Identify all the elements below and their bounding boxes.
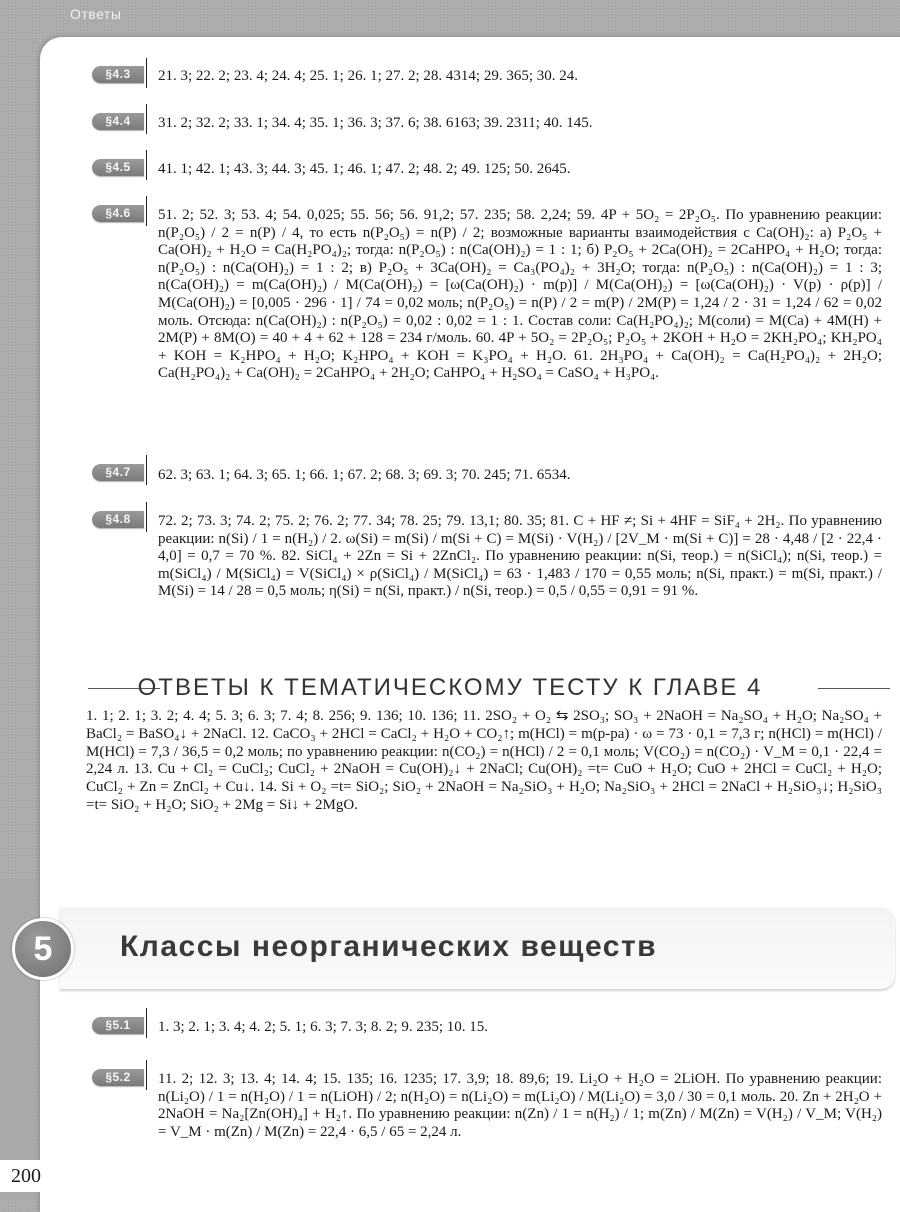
section-divider [146, 58, 147, 88]
section-badge-5-1: §5.1 [92, 1017, 144, 1034]
section-divider [146, 1008, 147, 1038]
section-divider [146, 150, 147, 180]
title-rule-right [818, 688, 890, 689]
section-badge-4-6: §4.6 [92, 205, 144, 222]
section-divider [146, 455, 147, 485]
running-head: Ответы [70, 6, 122, 22]
section-divider [146, 502, 147, 532]
section-divider [146, 1060, 147, 1090]
chapter-number-badge: 5 [12, 918, 74, 980]
section-text-5-1: 1. 3; 2. 1; 3. 4; 4. 2; 5. 1; 6. 3; 7. 3; 8. 2; 9. 235; 10. 15. [158, 1019, 489, 1035]
page-number: 200 [0, 1160, 52, 1192]
section-badge-5-2: §5.2 [92, 1069, 144, 1086]
section-text-4-4: 31. 2; 32. 2; 33. 1; 34. 4; 35. 1; 36. 3; 37. 6; 38. 6163; 39. 2311; 40. 145. [158, 115, 593, 131]
chapter-title: Классы неорганических веществ [120, 930, 658, 963]
section-text-4-5: 41. 1; 42. 1; 43. 3; 44. 3; 45. 1; 46. 1; 47. 2; 48. 2; 49. 125; 50. 2645. [158, 161, 571, 177]
section-divider [146, 104, 147, 134]
section-text-4-7: 62. 3; 63. 1; 64. 3; 65. 1; 66. 1; 67. 2; 68. 3; 69. 3; 70. 245; 71. 6534. [158, 467, 571, 483]
section-badge-4-3: §4.3 [92, 66, 144, 83]
section-text-4-3: 21. 3; 22. 2; 23. 4; 24. 4; 25. 1; 26. 1; 27. 2; 28. 4314; 29. 365; 30. 24. [158, 68, 579, 84]
section-text-4-8: 72. 2; 73. 3; 74. 2; 75. 2; 76. 2; 77. 34; 78. 25; 79. 13,1; 80. 35; 81. C + HF ≠; Si + 4HF = SiF₄ + 2H₂. По уравнению реакции: n(Si) / 1 = n(H₂) / 2. ω(Si) = m(Si) / m(Si + C) = M(Si) · V(H₂) / [2V_M · m(Si + C)] = 28 · 4,48 / [2 · 22,4 · 4,0] = 0,7 = 70 %. 82. SiCl₄ + 2Zn = Si + 2ZnCl₂. По уравнению реакции: n(Si, теор.) = n(SiCl₄); n(Si, теор.) = m(SiCl₄) / M(SiCl₄) = V(SiCl₄) × ρ(SiCl₄) / M(SiCl₄) = 63 · 1,483 / 170 = 0,55 моль; n(Si, практ.) = m(Si, практ.) / M(Si) = 14 / 28 = 0,5 моль; η(Si) = n(Si, практ.) / n(Si, теор.) = 0,5 / 0,55 = 0,91 = 91 %. [158, 513, 882, 600]
section-divider [146, 196, 147, 226]
test-answers-text: 1. 1; 2. 1; 3. 2; 4. 4; 5. 3; 6. 3; 7. 4; 8. 256; 9. 136; 10. 136; 11. 2SO₂ + O₂ ⇆ 2SO₃; SO₃ + 2NaOH = Na₂SO₄ + H₂O; Na₂SO₄ + BaCl₂ = BaSO₄↓ + 2NaCl. 12. CaCO₃ + 2HCl = CaCl₂ + H₂O + CO₂↑; m(HCl) = m(р-ра) · ω = 73 · 0,1 = 7,3 г; n(HCl) = m(HCl) / M(HCl) = 7,3 / 36,5 = 0,2 моль; по уравнению реакции: n(CO₂) = n(HCl) / 2 = 0,1 моль; V(CO₂) = n(CO₂) · V_M = 0,1 · 22,4 = 2,24 л. 13. Cu + Cl₂ = CuCl₂; CuCl₂ + 2NaOH = Cu(OH)₂↓ + 2NaCl; Cu(OH)₂ =t= CuO + H₂O; CuO + 2HCl = CuCl₂ + H₂O; CuCl₂ + Zn = ZnCl₂ + Cu↓. 14. Si + O₂ =t= SiO₂; SiO₂ + 2NaOH = Na₂SiO₃ + H₂O; Na₂SiO₃ + 2HCl = 2NaCl + H₂SiO₃↓; H₂SiO₃ =t= SiO₂ + H₂O; SiO₂ + 2Mg = Si↓ + 2MgO. [86, 708, 882, 813]
section-badge-4-7: §4.7 [92, 464, 144, 481]
section-text-4-6: 51. 2; 52. 3; 53. 4; 54. 0,025; 55. 56; 56. 91,2; 57. 235; 58. 2,24; 59. 4P + 5O₂ = 2P₂O₅. По уравнению реакции: n(P₂O₅) / 2 = n(P) / 4, то есть n(P₂O₅) = n(P) / 2; возможные варианты взаимодействия с Ca(OH)₂: а) P₂O₅ + Ca(OH)₂ + H₂O = Ca(H₂PO₄)₂; тогда: n(P₂O₅) : n(Ca(OH)₂) = 1 : 1; б) P₂O₅ + 2Ca(OH)₂ = 2CaHPO₄ + H₂O; тогда: n(P₂O₅) : n(Ca(OH)₂) = 1 : 2; в) P₂O₅ + 3Ca(OH)₂ = Ca₃(PO₄)₂ + 3H₂O; тогда: n(P₂O₅) : n(Ca(OH)₂) = 1 : 3; n(Ca(OH)₂) = m(Ca(OH)₂) / M(Ca(OH)₂) = [ω(Ca(OH)₂) · m(р)] / M(Ca(OH)₂) = [ω(Ca(OH)₂) · V(р) · ρ(р)] / M(Ca(OH)₂) = [0,005 · 296 · 1] / 74 = 0,02 моль; n(P₂O₅) = n(P) / 2 = m(P) / 2M(P) = 1,24 / 2 · 31 = 1,24 / 62 = 0,02 моль. Отсюда: n(Ca(OH)₂) : n(P₂O₅) = 0,02 : 0,02 = 1 : 1. Состав соли: Ca(H₂PO₄)₂; M(соли) = M(Ca) + 4M(H) + 2M(P) + 8M(O) = 40 + 4 + 62 + 128 = 234 г/моль. 60. 4P + 5O₂ = 2P₂O₅; P₂O₅ + 2KOH + H₂O = 2KH₂PO₄; KH₂PO₄ + KOH = K₂HPO₄ + H₂O; K₂HPO₄ + KOH = K₃PO₄ + H₂O. 61. 2H₃PO₄ + Ca(OH)₂ = Ca(H₂PO₄)₂ + 2H₂O; Ca(H₂PO₄)₂ + Ca(OH)₂ = 2CaHPO₄ + 2H₂O; CaHPO₄ + H₂SO₄ = CaSO₄ + H₃PO₄. [158, 207, 882, 382]
section-badge-4-8: §4.8 [92, 511, 144, 528]
test-answers-title: ОТВЕТЫ К ТЕМАТИЧЕСКОМУ ТЕСТУ К ГЛАВЕ 4 [137, 674, 763, 701]
section-badge-4-4: §4.4 [92, 113, 144, 130]
section-badge-4-5: §4.5 [92, 159, 144, 176]
section-text-5-2: 11. 2; 12. 3; 13. 4; 14. 4; 15. 135; 16. 1235; 17. 3,9; 18. 89,6; 19. Li₂O + H₂O = 2LiOH. По уравнению реакции: n(Li₂O) / 1 = n(H₂O) / 1 = n(LiOH) / 2; n(H₂O) = n(Li₂O) = m(Li₂O) / M(Li₂O) = 3,0 / 30 = 0,1 моль. 20. Zn + 2H₂O + 2NaOH = Na₂[Zn(OH)₄] + H₂↑. По уравнению реакции: n(Zn) / 1 = n(H₂) / 1; m(Zn) / M(Zn) = V(H₂) / V_M; V(H₂) = V_M · m(Zn) / M(Zn) = 22,4 · 6,5 / 65 = 2,24 л. [158, 1071, 882, 1140]
